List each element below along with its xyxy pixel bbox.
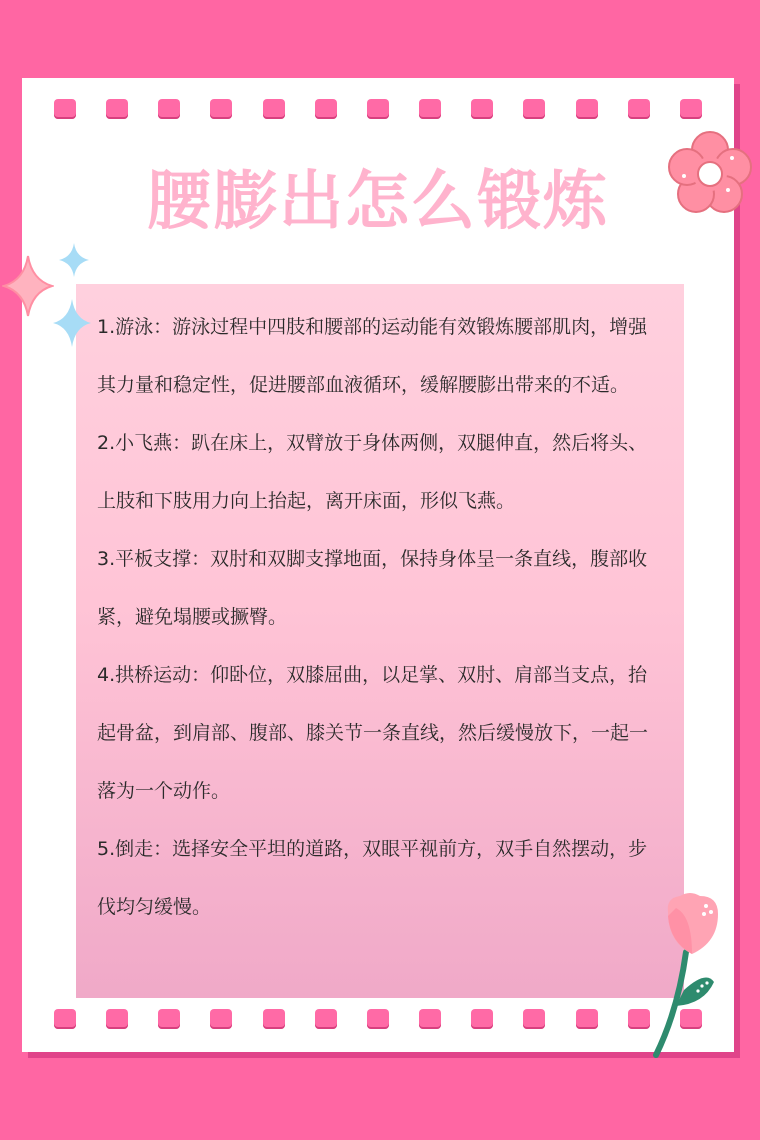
punch-hole — [419, 99, 441, 119]
punch-hole — [367, 1009, 389, 1029]
list-item: 5.倒走：选择安全平坦的道路，双眼平视前方，双手自然摆动，步伐均匀缓慢。 — [97, 838, 648, 918]
list-item: 2.小飞燕：趴在床上，双臂放于身体两侧，双腿伸直，然后将头、上肢和下肢用力向上抬起，离开床面，形似飞燕。 — [97, 432, 648, 512]
punch-hole — [263, 1009, 285, 1029]
punch-hole — [210, 1009, 232, 1029]
punch-hole — [419, 1009, 441, 1029]
punch-hole — [210, 99, 232, 119]
punch-hole — [523, 99, 545, 119]
punch-hole — [158, 99, 180, 119]
punch-hole — [106, 99, 128, 119]
tulip-icon — [646, 890, 730, 1060]
punch-hole — [158, 1009, 180, 1029]
page-title: 腰膨出怎么锻炼 — [147, 165, 609, 239]
bottom-hole-strip — [54, 1009, 702, 1029]
punch-hole — [54, 1009, 76, 1029]
sparkle-blue-icon — [52, 298, 92, 348]
note-card — [22, 78, 734, 1052]
punch-hole — [54, 99, 76, 119]
punch-hole — [315, 1009, 337, 1029]
punch-hole — [106, 1009, 128, 1029]
punch-hole — [471, 1009, 493, 1029]
flower-icon — [662, 126, 758, 222]
punch-hole — [628, 99, 650, 119]
punch-hole — [367, 99, 389, 119]
punch-hole — [471, 99, 493, 119]
sparkle-blue-icon — [58, 242, 90, 278]
punch-hole — [680, 99, 702, 119]
list-item: 4.拱桥运动：仰卧位，双膝屈曲，以足掌、双肘、肩部当支点，抬起骨盆，到肩部、腹部、膝关节一条直线，然后缓慢放下，一起一落为一个动作。 — [97, 664, 649, 802]
punch-hole — [263, 99, 285, 119]
punch-hole — [315, 99, 337, 119]
top-hole-strip — [54, 99, 702, 119]
punch-hole — [576, 99, 598, 119]
punch-hole — [523, 1009, 545, 1029]
sparkle-pink-icon — [2, 254, 54, 318]
list-item: 3.平板支撑：双肘和双脚支撑地面，保持身体呈一条直线，腹部收紧，避免塌腰或撅臀。 — [97, 548, 648, 628]
content-panel — [76, 284, 684, 998]
list-item: 1.游泳：游泳过程中四肢和腰部的运动能有效锻炼腰部肌肉，增强其力量和稳定性，促进腰部血液循环，缓解腰膨出带来的不适。 — [97, 316, 648, 396]
punch-hole — [576, 1009, 598, 1029]
